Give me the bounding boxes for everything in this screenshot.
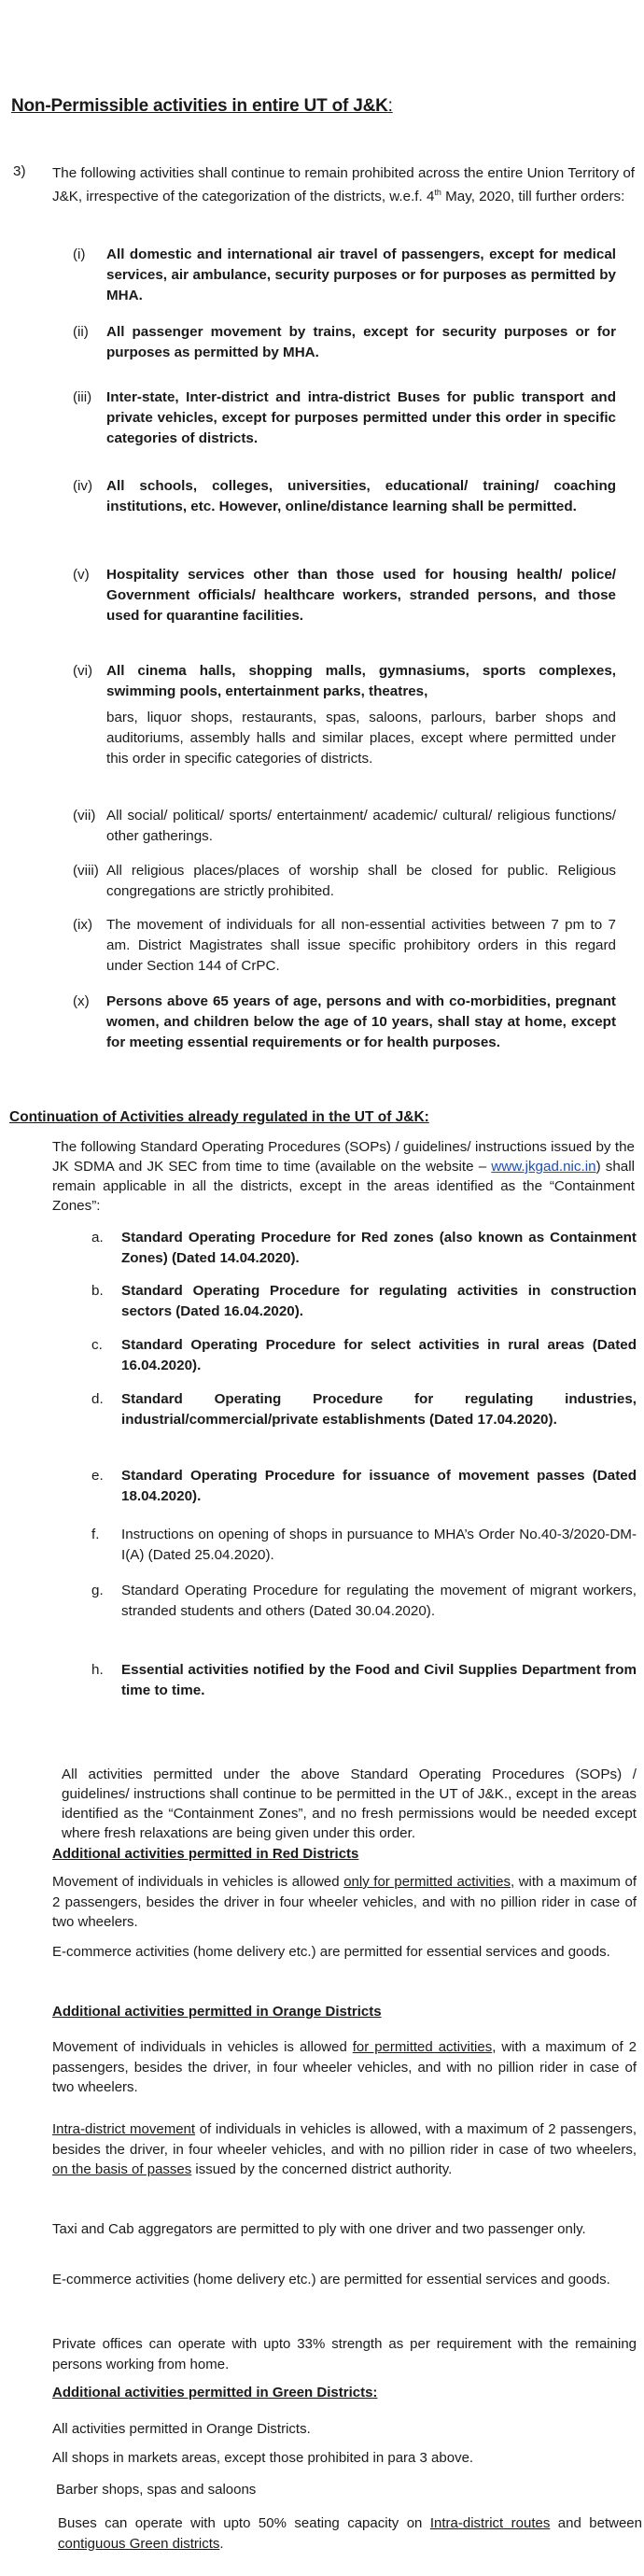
green-shops: All shops in markets areas, except those prohibited in para 3 above. [52, 2450, 474, 2466]
green-buses: Buses can operate with upto 50% seating capacity on Intra-district routes and between contiguous Green districts. [58, 2515, 642, 2552]
prohibited-item: (viii) All religious places/places of worship shall be closed for public. Religious congregations are strictly prohibited. [73, 863, 616, 899]
orange-taxi: Taxi and Cab aggregators are permitted to ply with one driver and two passenger only. [52, 2221, 586, 2237]
sop-item: e. Standard Operating Procedure for issuance of movement passes (Dated 18.04.2020). [91, 1468, 637, 1504]
prohibited-item: (i) All domestic and international air travel of passengers, except for medical services, air ambulance, security purposes or for purposes as permitted by MHA. [73, 246, 616, 303]
prohibition-intro: The following activities shall continue to remain prohibited across the entire Union Territory of J&K, irrespective of the categorization of the districts, w.e.f. 4th May, 2020, till further orders: [52, 165, 635, 205]
prohibited-item: (iii) Inter-state, Inter-district and intra-district Buses for public transport and private vehicles, except for purposes permitted under this order in specific categories of districts. [73, 389, 616, 446]
sop-item: d. Standard Operating Procedure for regulating industries, industrial/commercial/private establishments (Dated 17.04.2020). [91, 1391, 637, 1428]
section-heading-non-permissible: Non-Permissible activities in entire UT of J&K: [11, 96, 393, 116]
prohibited-item: (ii) All passenger movement by trains, except for security purposes or for purposes as permitted by MHA. [73, 324, 616, 360]
green-orange-activities: All activities permitted in Orange Districts. [52, 2421, 311, 2437]
paragraph-number: 3) [13, 163, 26, 179]
sop-item: c. Standard Operating Procedure for select activities in rural areas (Dated 16.04.2020). [91, 1337, 637, 1373]
section-heading-continuation: Continuation of Activities already regulated in the UT of J&K: [9, 1109, 429, 1125]
prohibited-item: (v) Hospitality services other than those used for housing health/ police/ Government officials/ healthcare workers, stranded persons, and those used for quarantine facilities. [73, 567, 616, 624]
jkgad-website-link[interactable]: www.jkgad.nic.in [491, 1159, 596, 1175]
red-vehicle-movement: Movement of individuals in vehicles is allowed only for permitted activities, with a maximum of 2 passengers, besides the driver in four wheeler vehicles, and with no pillion rider in case of two wheelers. [52, 1874, 637, 1930]
sop-item: b. Standard Operating Procedure for regulating activities in construction sectors (Dated 16.04.2020). [91, 1283, 637, 1319]
red-districts-heading: Additional activities permitted in Red Districts [52, 1846, 359, 1862]
sop-closing-paragraph: All activities permitted under the above Standard Operating Procedures (SOPs) / guidelines/ instructions shall continue to be permitted in the UT of J&K., except in the areas identified as the “Containment Zones”, and no fresh permissions would be needed except where fresh relaxations are being given under this order. [62, 1767, 637, 1841]
orange-vehicle-movement: Movement of individuals in vehicles is allowed for permitted activities, with a maximum of 2 passengers, besides the driver, in four wheeler vehicles, and with no pillion rider in case of two wheelers. [52, 2039, 637, 2095]
orange-ecommerce: E-commerce activities (home delivery etc.) are permitted for essential services and goods. [52, 2272, 610, 2287]
sop-item: h. Essential activities notified by the Food and Civil Supplies Department from time to time. [91, 1662, 637, 1698]
sop-item: a. Standard Operating Procedure for Red zones (also known as Containment Zones) (Dated 14.04.2020). [91, 1230, 637, 1266]
prohibited-item: (vii) All social/ political/ sports/ entertainment/ academic/ cultural/ religious functions/ other gatherings. [73, 808, 616, 844]
green-barber: Barber shops, spas and saloons [56, 2482, 257, 2498]
prohibited-item: (ix) The movement of individuals for all non-essential activities between 7 pm to 7 am. District Magistrates shall issue specific prohibitory orders in this regard under Section 144 of CrPC. [73, 917, 616, 974]
sop-item: g. Standard Operating Procedure for regulating the movement of migrant workers, stranded students and others (Dated 30.04.2020). [91, 1583, 637, 1619]
sop-intro: The following Standard Operating Procedures (SOPs) / guidelines/ instructions issued by the JK SDMA and JK SEC from time to time (available on the website – www.jkgad.nic.in) shall remain applicable in all the districts, except in the areas identified as the “Containment Zones”: [52, 1139, 636, 1214]
prohibited-item: (x) Persons above 65 years of age, persons and with co-morbidities, pregnant women, and children below the age of 10 years, shall stay at home, except for meeting essential requirements or for health purposes. [73, 993, 616, 1050]
green-districts-heading: Additional activities permitted in Green Districts: [52, 2385, 378, 2400]
prohibited-item: (iv) All schools, colleges, universities, educational/ training/ coaching institutions, etc. However, online/distance learning shall be permitted. [73, 478, 616, 514]
prohibited-item: (vi) All cinema halls, shopping malls, gymnasiums, sports complexes, swimming pools, entertainment parks, theatres, bars, liquor shops, restaurants, spas, saloons, parlours, barber shops and auditoriums, assembly halls and similar places, except where permitted under this order in specific categories of districts. [73, 663, 616, 767]
red-ecommerce: E-commerce activities (home delivery etc.) are permitted for essential services and goods. [52, 1944, 610, 1960]
sop-item: f. Instructions on opening of shops in pursuance to MHA’s Order No.40-3/2020-DM-I(A) (Dated 25.04.2020). [91, 1527, 637, 1563]
orange-private-offices: Private offices can operate with upto 33% strength as per requirement with the remaining persons working from home. [52, 2336, 637, 2372]
orange-intra-district: Intra-district movement of individuals in vehicles is allowed, with a maximum of 2 passengers, besides the driver, in four wheeler vehicles, and with no pillion rider in case of two wheelers, on the basis of passes issued by the concerned district authority. [52, 2121, 637, 2177]
orange-districts-heading: Additional activities permitted in Orange Districts [52, 2004, 382, 2020]
